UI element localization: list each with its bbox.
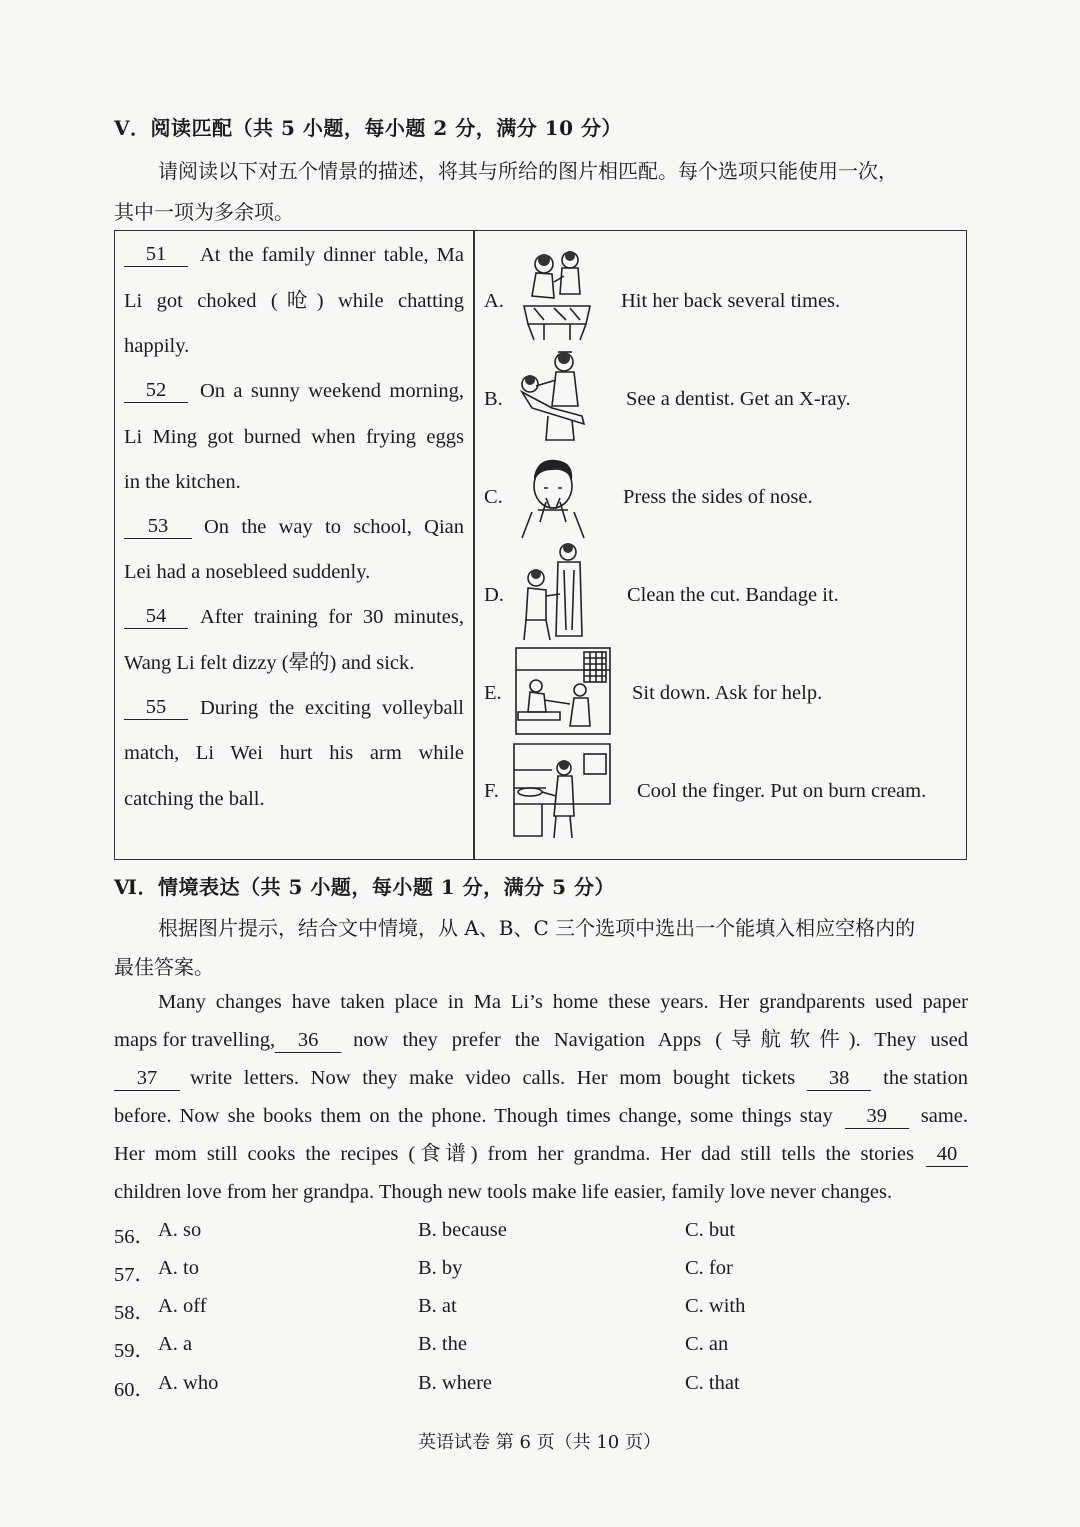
passage-line-3: 37 write letters. Now they make video calls. Her mom bought tickets 38 the station — [114, 1066, 968, 1091]
family-dinner-choking-icon — [514, 246, 600, 344]
option-e-letter: E. — [484, 682, 502, 704]
answer-blank-40[interactable]: 40 — [926, 1144, 968, 1167]
option-e-text: Sit down. Ask for help. — [632, 682, 823, 704]
choice-59-c[interactable]: C. an — [685, 1333, 729, 1355]
choice-number: 58． — [114, 1302, 155, 1324]
passage-line-1: Many changes have taken place in Ma Li’s home these years. Her grandparents used paper — [158, 991, 968, 1013]
question-51: 51 At the family dinner table, Ma — [124, 244, 464, 267]
question-52: 52 On a sunny weekend morning, — [124, 380, 464, 403]
question-55-line2: match, Li Wei hurt his arm while — [124, 742, 464, 764]
choice-60-a[interactable]: A. who — [158, 1372, 219, 1394]
choice-number: 59． — [114, 1340, 155, 1362]
answer-blank-36[interactable]: 36 — [275, 1030, 341, 1053]
answer-blank-55[interactable]: 55 — [124, 697, 188, 720]
question-51-line3: happily. — [124, 335, 190, 357]
choice-56-b[interactable]: B. because — [418, 1219, 507, 1241]
answer-blank-54[interactable]: 54 — [124, 606, 188, 629]
choice-number: 60． — [114, 1379, 155, 1401]
option-c-text: Press the sides of nose. — [623, 486, 813, 508]
choice-56-c[interactable]: C. but — [685, 1219, 736, 1241]
answer-blank-53[interactable]: 53 — [124, 516, 192, 539]
kitchen-frying-icon — [512, 740, 612, 840]
question-55-line3: catching the ball. — [124, 788, 265, 810]
choice-59-a[interactable]: A. a — [158, 1333, 193, 1355]
boy-pressing-nose-icon — [516, 452, 590, 540]
choice-56-a[interactable]: A. so — [158, 1219, 202, 1241]
choice-59-b[interactable]: B. the — [418, 1333, 467, 1355]
passage-line-4: before. Now she books them on the phone. Though times change, some things stay 39 same. — [114, 1105, 968, 1127]
answer-blank-37[interactable]: 37 — [114, 1068, 180, 1091]
question-51-line2: Li got choked (呛) while chatting — [124, 290, 464, 312]
gym-rest-icon — [514, 646, 612, 738]
question-55: 55 During the exciting volleyball — [124, 697, 464, 720]
choice-60-c[interactable]: C. that — [685, 1372, 740, 1394]
passage-line-5: Her mom still cooks the recipes (食谱) from her grandma. Her dad still tells the stories 40 — [114, 1142, 968, 1167]
page-footer: 英语试卷 第 6 页（共 10 页） — [418, 1432, 661, 1453]
choice-58-a[interactable]: A. off — [158, 1295, 207, 1317]
option-d-letter: D. — [484, 584, 504, 606]
choice-58-b[interactable]: B. at — [418, 1295, 457, 1317]
choice-57-c[interactable]: C. for — [685, 1257, 733, 1279]
section5-instruction: 请阅读以下对五个情景的描述，将其与所给的图片相匹配。每个选项只能使用一次， — [158, 159, 898, 183]
question-52-line2: Li Ming got burned when frying eggs — [124, 426, 464, 448]
choice-number: 56． — [114, 1226, 155, 1248]
choice-number: 57． — [114, 1264, 155, 1286]
doctor-bandaging-icon — [516, 540, 592, 644]
section6-title: Ⅵ．情境表达（共 5 小题，每小题 1 分，满分 5 分） — [114, 875, 616, 899]
choice-58-c[interactable]: C. with — [685, 1295, 746, 1317]
question-52-line3: in the kitchen. — [124, 471, 241, 493]
option-a-letter: A. — [484, 290, 504, 312]
dentist-visit-icon — [512, 346, 604, 446]
option-a-text: Hit her back several times. — [621, 290, 841, 312]
choice-57-a[interactable]: A. to — [158, 1257, 199, 1279]
option-b-text: See a dentist. Get an X-ray. — [626, 388, 851, 410]
section6-instruction: 根据图片提示，结合文中情境，从 A、B、C 三个选项中选出一个能填入相应空格内的 — [158, 916, 916, 940]
section5-title: Ⅴ．阅读匹配（共 5 小题，每小题 2 分，满分 10 分） — [114, 116, 622, 140]
question-53-line2: Lei had a nosebleed suddenly. — [124, 561, 371, 583]
option-f-text: Cool the finger. Put on burn cream. — [637, 780, 927, 802]
answer-blank-38[interactable]: 38 — [807, 1068, 871, 1091]
answer-blank-39[interactable]: 39 — [845, 1106, 909, 1129]
question-54: 54 After training for 30 minutes, — [124, 606, 464, 629]
answer-blank-51[interactable]: 51 — [124, 244, 188, 267]
question-53: 53 On the way to school, Qian — [124, 516, 464, 539]
table-divider — [473, 230, 475, 860]
choice-57-b[interactable]: B. by — [418, 1257, 463, 1279]
option-b-letter: B. — [484, 388, 503, 410]
passage-line-6: children love from her grandpa. Though new tools make life easier, family love never changes. — [114, 1181, 893, 1203]
section5-instruction-cont: 其中一项为多余项。 — [114, 200, 294, 224]
option-f-letter: F. — [484, 780, 499, 802]
question-54-line2: Wang Li felt dizzy (晕的) and sick. — [124, 652, 415, 674]
section6-instruction-cont: 最佳答案。 — [114, 955, 214, 979]
choice-60-b[interactable]: B. where — [418, 1372, 493, 1394]
answer-blank-52[interactable]: 52 — [124, 380, 188, 403]
passage-line-2: maps for travelling, 36 now they prefer the Navigation Apps (导航软件). They used — [114, 1029, 968, 1051]
option-c-letter: C. — [484, 486, 503, 508]
option-d-text: Clean the cut. Bandage it. — [627, 584, 839, 606]
